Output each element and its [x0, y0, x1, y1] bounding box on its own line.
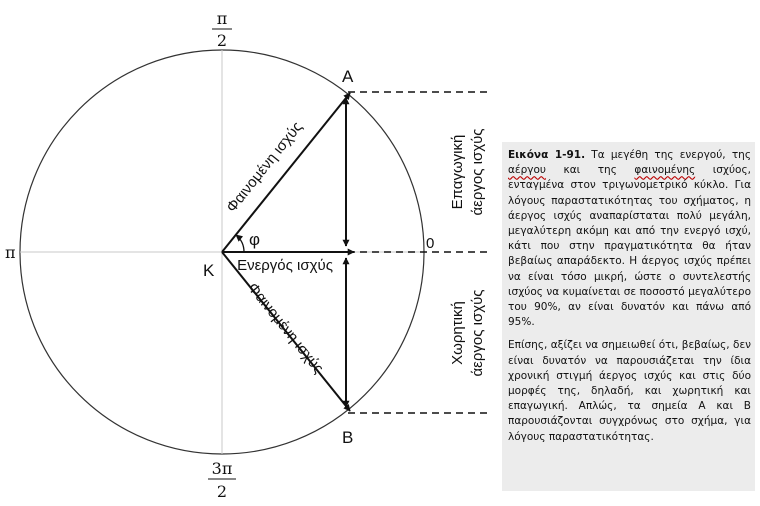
capacitive-reactive-label-line1: Χωρητική [449, 301, 466, 365]
inductive-reactive-label-line1: Επαγωγική [449, 134, 466, 210]
caption-text-a: Τα μεγέθη της ενεργού, της [585, 149, 751, 161]
angle-bottom-denominator: 2 [216, 482, 228, 501]
angle-top-denominator: 2 [216, 31, 228, 50]
capacitive-reactive-label-line2: άεργος ισχύς [469, 289, 486, 377]
angle-top-numerator: π [216, 9, 228, 28]
point-a-label: A [342, 67, 354, 86]
apparent-power-upper-vector [222, 93, 350, 252]
inductive-reactive-label-line2: άεργος ισχύς [469, 128, 486, 216]
caption-paragraph-2: Επίσης, αξίζει να σημειωθεί ότι, βεβαίως, δεν είναι δυνατόν να παρουσιάζεται την ίδια χρονική στιγμή άεργος ισχύς και στις δύο μορφές της, δηλαδή, και χωρητική και επαγωγική. Απλώς, τα σημεία Α και Β παρουσιάζονται συγχρόνως στο σχήμα, για λόγους παραστατικότητας. [508, 339, 751, 443]
point-b-label: B [342, 428, 354, 447]
apparent-power-lower-label: Φαινομένη ισχύς [244, 279, 327, 377]
caption-text-c: ισχύος, ενταγμένα στον τριγωνομετρικό κύκλο. Για λόγους παραστατικότητας του σχήματος, η άεργος ισχύς αναπαρίσταται πολύ μεγάλη, μεγαλύτερη ακόμη και από την ενεργό ισχύ, κάτι που στην πραγματικότητα θα ήταν βεβαίως απαράδεκτο. Η άεργος ισχύς πρέπει να είναι τόσο μικρή, ώστε ο συντελεστής ισχύος να κυμαίνεται σε ποσοστό μεγαλύτερο του 90%, αν είναι δυνατόν και πάνω από 95%. [508, 164, 751, 329]
figure-caption [502, 142, 755, 491]
caption-underlined-apparent: φαινομένης [634, 164, 696, 177]
caption-text-b: και της [545, 164, 635, 177]
caption-paragraph-1 [508, 148, 751, 330]
caption-underlined-reactive: αέργου [508, 164, 546, 177]
angle-bottom-numerator: 3π [211, 459, 233, 478]
caption-lead: Εικόνα 1-91. [508, 149, 586, 161]
angle-left-label: π [5, 243, 16, 262]
active-power-label: Ενεργός ισχύς [237, 257, 333, 274]
apparent-power-upper-label: Φαινομένη ισχύς [223, 118, 306, 216]
phi-label: φ [249, 230, 261, 249]
point-k-label: K [203, 261, 215, 280]
angle-right-label: 0 [426, 235, 435, 252]
phi-angle-arc [236, 235, 244, 252]
